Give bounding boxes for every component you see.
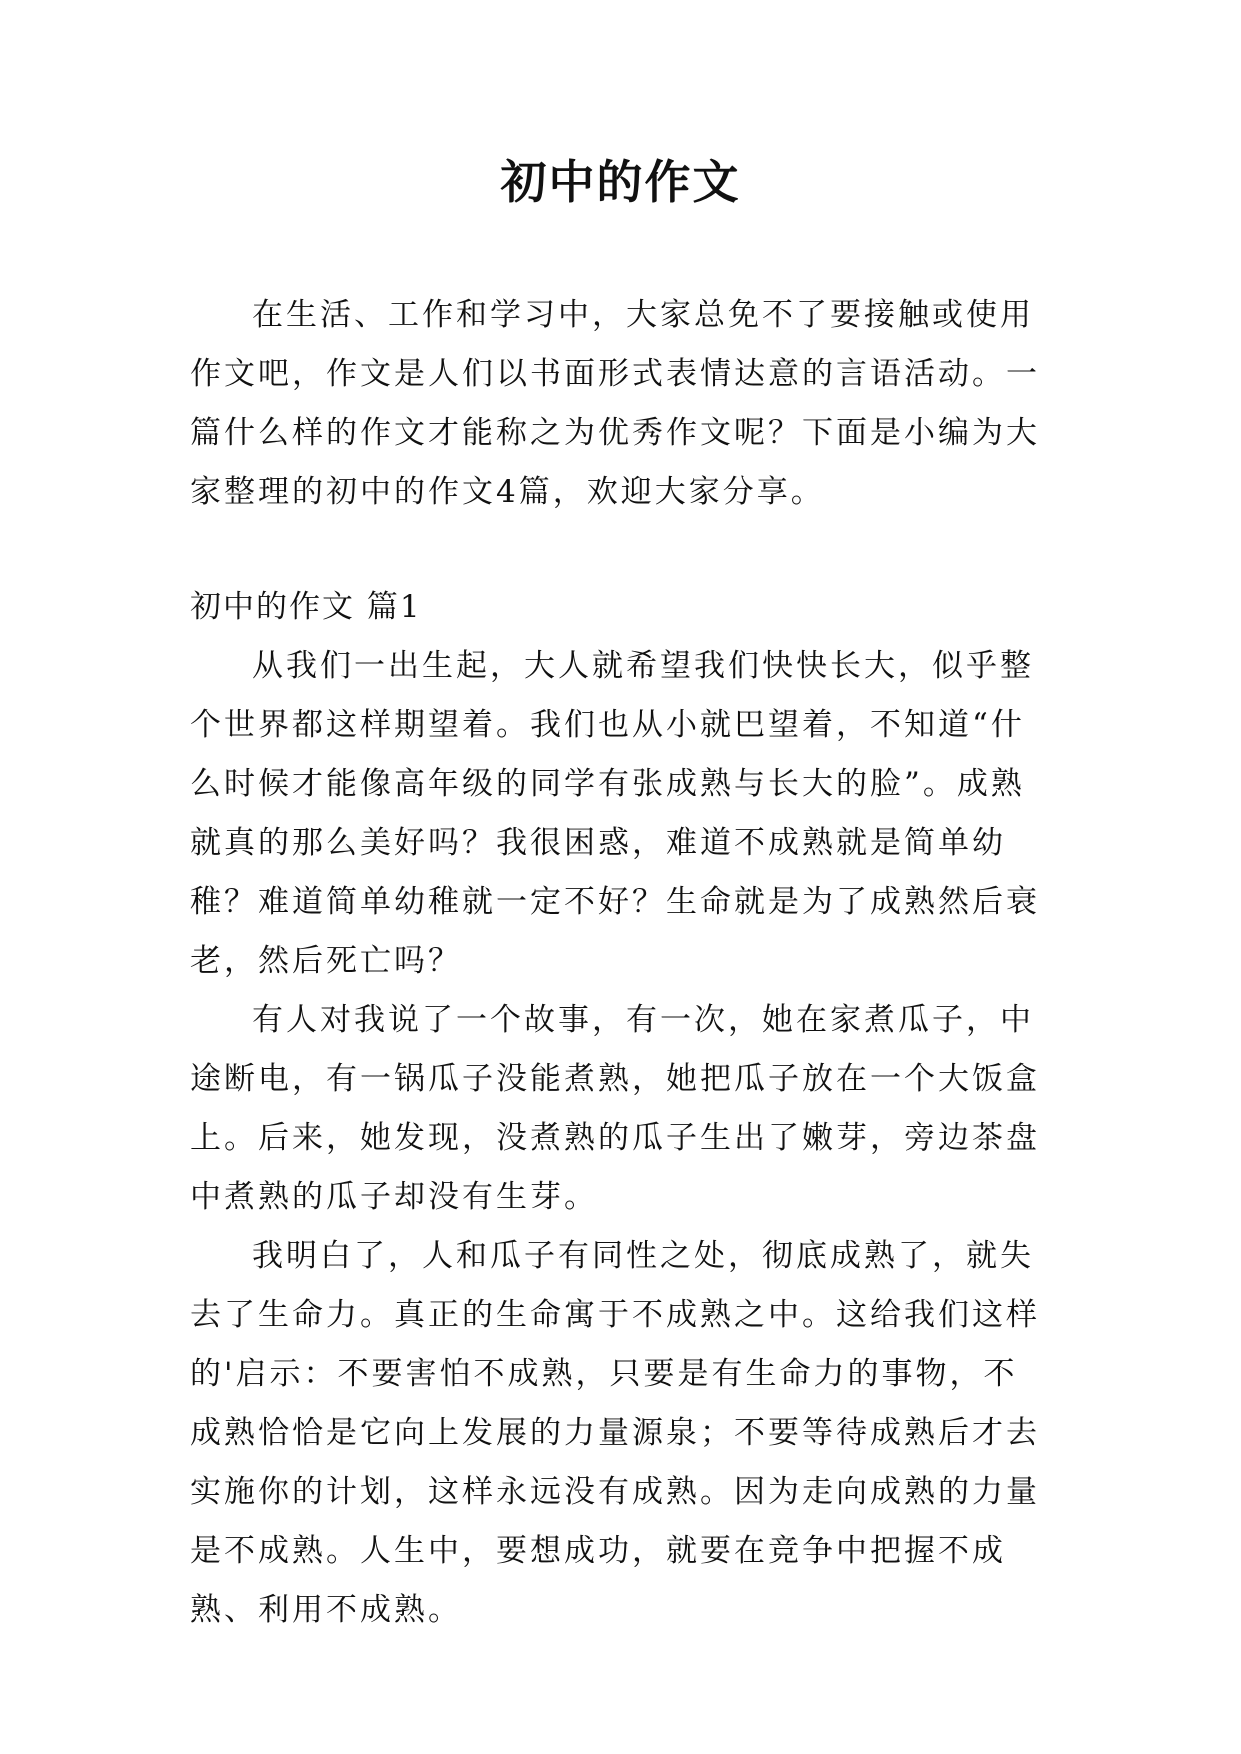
intro-paragraph: 在生活、工作和学习中，大家总免不了要接触或使用作文吧，作文是人们以书面形式表情达意的言语活动。一篇什么样的作文才能称之为优秀作文呢？下面是小编为大家整理的初中的作文4篇，欢迎大家分享。 [190,297,1040,510]
section-title: 初中的作文 篇1 [190,589,422,625]
body-paragraph-2: 有人对我说了一个故事，有一次，她在家煮瓜子，中途断电，有一锅瓜子没能煮熟，她把瓜子放在一个大饭盒上。后来，她发现，没煮熟的瓜子生出了嫩芽，旁边茶盘中煮熟的瓜子却没有生芽。 [190,1002,1040,1215]
body-paragraph-1: 从我们一出生起，大人就希望我们快快长大，似乎整个世界都这样期望着。我们也从小就巴望着，不知道“什么时候才能像高年级的同学有张成熟与长大的脸”。成熟就真的那么美好吗？我很困惑，难道不成熟就是简单幼稚？难道简单幼稚就一定不好？生命就是为了成熟然后衰老，然后死亡吗？ [190,648,1040,979]
document-body [190,286,1045,1640]
body-paragraph-3: 我明白了，人和瓜子有同性之处，彻底成熟了，就失去了生命力。真正的生命寓于不成熟之中。这给我们这样的'启示：不要害怕不成熟，只要是有生命力的事物，不成熟恰恰是它向上发展的力量源泉；不要等待成熟后才去实施你的计划，这样永远没有成熟。因为走向成熟的力量是不成熟。人生中，要想成功，就要在竞争中把握不成熟、利用不成熟。 [190,1238,1040,1628]
document-title: 初中的作文 [500,155,741,209]
